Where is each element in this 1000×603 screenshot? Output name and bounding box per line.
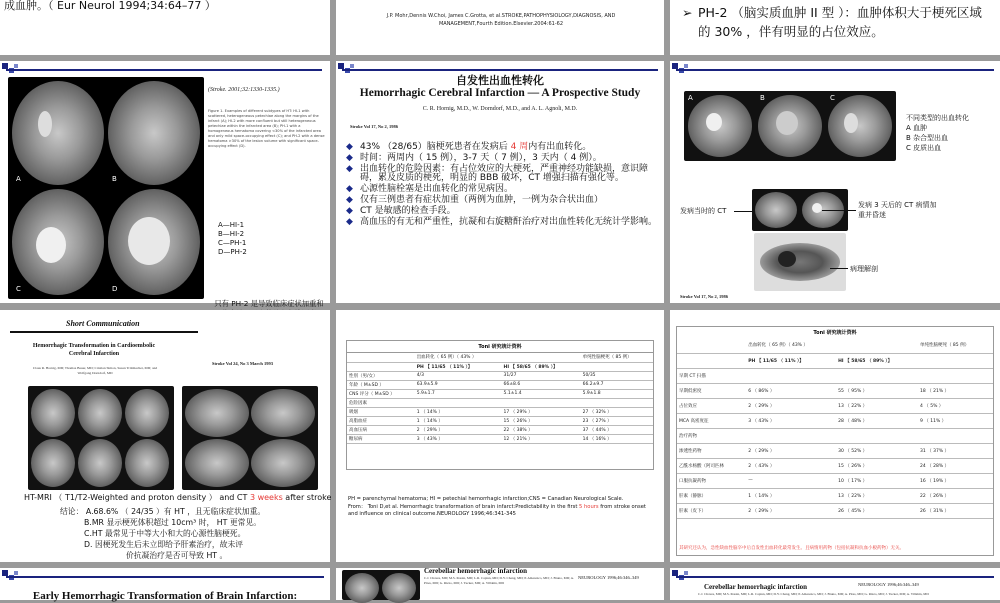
ct-scan-image [8, 77, 204, 299]
legend-title: 不同类型的出血转化 [906, 114, 969, 122]
paper-authors: Claus R. Hornig, MD; Thomas Bauer, MD; Cristian Simon, Susan Trittmacher, MD; and Wolfgang Dorndorf, MD [32, 366, 158, 375]
table-cell: 渗透性药物 [677, 443, 746, 458]
table-cell: 22 （ 26% ） [918, 488, 993, 503]
bullet-icon: ◆ [346, 164, 353, 174]
table-cell: MCA 高密度征 [677, 413, 746, 428]
table-cell: 1 （ 14% ） [746, 488, 836, 503]
legend-item: A 血肿 [906, 124, 928, 132]
bullet-icon: ◆ [346, 142, 353, 152]
table-row [347, 380, 653, 389]
table-cell [347, 362, 415, 371]
slide-thumbnail[interactable] [0, 61, 330, 308]
table-header-row [677, 353, 993, 368]
mri-scan-image [342, 570, 420, 600]
slide-text: 成血肿。（ Eur Neurol 1994;34:64–77 ） [4, 0, 216, 12]
annotation-label: 发病 3 天后的 CT 病情加重并昏迷 [858, 201, 937, 219]
journal-citation: Stroke Vol 17, No 2, 1986 [680, 294, 729, 299]
table-cell: 13 （ 22% ） [836, 488, 918, 503]
table-row [677, 428, 993, 443]
table-cell: 肝素（皮下） [677, 503, 746, 518]
table-cell: 31 （ 37% ） [918, 443, 993, 458]
table-row [347, 425, 653, 434]
panel-label: D [112, 285, 118, 293]
conclusion-line: 价抗凝治疗是否可导致 HT 。 [126, 551, 228, 560]
legend-item: B—HI-2 [218, 230, 245, 238]
conclusion-line: D. 因梗死发生后未立即给予肝素治疗，故未评 [84, 540, 244, 549]
table-cell: 27 （ 32% ） [581, 407, 653, 416]
table-header-row [347, 362, 653, 371]
table-cell [836, 338, 918, 353]
table-cell: 高脂血症 [347, 416, 415, 425]
table-cell [677, 353, 746, 368]
conclusion-line: C.HT 最常见于中等大小和大的心源性脑梗死。 [84, 529, 246, 538]
table-cell: CNS 评分（ M±SD ） [347, 389, 415, 398]
slide-thumbnail[interactable] [0, 568, 330, 600]
table-row [347, 389, 653, 398]
table-cell: 37 （ 44% ） [581, 425, 653, 434]
table-cell: 28 （ 48% ） [836, 413, 918, 428]
stats-table [347, 353, 653, 444]
journal-citation: Stroke Vol 24, No 3 March 1993 [212, 361, 273, 366]
table-cell: 2 （ 29% ） [746, 503, 836, 518]
table-cell: 24 （ 28% ） [918, 458, 993, 473]
table-row [677, 503, 993, 518]
table-row [677, 368, 993, 383]
conclusion-line: B.MR 显示梗死体积超过 10cm³ 时， HT 更常见。 [84, 518, 262, 527]
table-cell: 14 （ 16% ） [581, 434, 653, 443]
table-cell: HI 【 58/65 （ 89% ）】 [502, 362, 581, 371]
slide-thumbnail[interactable] [670, 310, 1000, 562]
table-cell: 治疗药物 [677, 428, 746, 443]
table-cell: 早期 CT 扫描 [677, 368, 746, 383]
table-cell: 出血转化（ 65 例）（ 43% ） [415, 353, 502, 362]
panel-label: C [830, 94, 835, 102]
table-cell: 16 （ 19% ） [918, 473, 993, 488]
figure-caption: HT-MRI （ T1/T2-Weighted and proton density ） and CT [24, 493, 250, 502]
table-cell: 66±8.6 [502, 380, 581, 389]
table-cell: 55 （ 95% ） [836, 383, 918, 398]
paper-title: Cerebellar hemorrhagic infarction [704, 583, 808, 591]
table-cell: 18 （ 21% ） [918, 383, 993, 398]
table-cell: 2 （ 29% ） [746, 443, 836, 458]
table-cell: 糖尿病 [347, 434, 415, 443]
table-cell: 26 （ 31% ） [918, 503, 993, 518]
table-cell: 6 （ 86% ） [746, 383, 836, 398]
table-cell: 63.9±5.9 [415, 380, 502, 389]
mri-scan-image [28, 386, 174, 490]
slide-thumbnail[interactable] [670, 61, 1000, 303]
panel-label: A [688, 94, 693, 102]
table-row [677, 458, 993, 473]
table-title: Toni 研究统计资料 [347, 341, 653, 353]
table-header-row [677, 338, 993, 353]
table-cell [677, 338, 746, 353]
ct-scan-image [754, 233, 846, 291]
table-cell [918, 353, 993, 368]
figure-caption: Figure 1. Examples of different subtypes of HT: HI-1 with scattered, heterogeneous petechiae along the margins of the infarct (A); HI-2 with more confluent but still heterogeneous petechiae within the infarcted area (B); PH-1 with a homogeneous hematoma covering <30% of the infarcted area and only mild space-occupying effect (C); and PH-2 with a dense hematoma >30% of the lesion volume with significant space-occupying effect (D). [208, 109, 325, 148]
legend-item: B 杂合型出血 [906, 134, 949, 142]
arrow-bullet-icon: ➢ [682, 5, 693, 20]
annotation-label: 病理解剖 [850, 265, 878, 273]
table-row [347, 407, 653, 416]
table-note: PH = parenchymal hematoma; HI = petechial hemorrhagic infarction;CNS = Canadian Neurological Scale. [348, 496, 624, 502]
table-cell: 4/3 [415, 371, 502, 380]
stats-table [677, 338, 993, 519]
journal-citation: (Stroke. 2001;32:1330-1335.) [208, 87, 280, 93]
table-row [677, 413, 993, 428]
slide-thumbnail[interactable] [336, 568, 664, 600]
table-cell: 3 （ 43% ） [415, 434, 502, 443]
paper-authors: C. R. Hornig, M.D., W. Dorndorf, M.D., and A. L. Agnoli, M.D. [422, 106, 578, 112]
panel-label: B [760, 94, 765, 102]
table-cell: 9 （ 11% ） [918, 413, 993, 428]
table-cell: 26 （ 45% ） [836, 503, 918, 518]
table-cell: 17 （ 29% ） [502, 407, 581, 416]
table-cell: 5.9±1.7 [415, 389, 502, 398]
table-cell: 15 （ 26% ） [836, 458, 918, 473]
table-cell: 66.2±9.7 [581, 380, 653, 389]
table-cell [581, 398, 653, 407]
slide-note: 只有 PH-2 是导致临床症状加重和 [214, 299, 324, 308]
table-cell: 23 （ 27% ） [581, 416, 653, 425]
table-row [677, 383, 993, 398]
slide-text: PH-2 （脑实质血肿 II 型 ）：血肿体积大于梗死区域的 30% ，伴有明显的占位效应。 [698, 5, 982, 39]
journal-citation: Stroke Vol 17, No 2, 1986 [350, 124, 399, 129]
table-header-row [347, 353, 653, 362]
table-cell: 12 （ 21% ） [502, 434, 581, 443]
panel-label: B [112, 175, 117, 183]
table-cell [918, 368, 993, 383]
table-cell: 2 （ 43% ） [746, 458, 836, 473]
table-cell: PH 【 11/65 （ 11% ）】 [746, 353, 836, 368]
table-cell [502, 398, 581, 407]
panel-label: A [16, 175, 21, 183]
bullet-icon: ◆ [346, 195, 353, 205]
table-cell: 占位效应 [677, 398, 746, 413]
table-cell: 年龄（ M±SD ） [347, 380, 415, 389]
slide-thumbnail[interactable] [336, 0, 664, 55]
table-cell: 5.1±1.4 [502, 389, 581, 398]
table-cell: 2 （ 29% ） [415, 425, 502, 434]
table-row [347, 398, 653, 407]
table-cell: 1 （ 14% ） [415, 416, 502, 425]
table-cell [746, 428, 836, 443]
table-cell [836, 368, 918, 383]
table-cell: 单纯性脑梗死（ 85 例） [581, 353, 653, 362]
table-cell [502, 353, 581, 362]
table-cell: 3 （ 43% ） [746, 413, 836, 428]
paper-title: Early Hemorrhagic Transformation of Brain Infarction: [32, 590, 298, 602]
slide-thumbnail[interactable] [670, 0, 1000, 55]
paper-authors: C.J. Chaves, MD; M.S. Pessin, MD; L.R. Caplan, MD; D.Y. Chang, MD; P. Amarenco, MD; J. Bruno, MD; A. Pires, MD; G. Rizzo, MD; J. Tucker, MD; A. Villahin, MD [424, 576, 574, 585]
table-row [677, 488, 993, 503]
ct-scan-image [684, 91, 896, 161]
slide-thumbnail[interactable] [0, 0, 330, 55]
table-row [347, 371, 653, 380]
table-row [347, 416, 653, 425]
legend-item: A—HI-1 [218, 221, 245, 229]
table-cell: 吸烟 [347, 407, 415, 416]
table-cell [347, 353, 415, 362]
table-cell: 22 （ 38% ） [502, 425, 581, 434]
journal-citation: NEUROLOGY 1996;46:346–349 [858, 582, 919, 587]
legend-item: D—PH-2 [218, 248, 247, 256]
journal-citation: NEUROLOGY 1996;46:346–349 [578, 575, 639, 580]
table-row [347, 434, 653, 443]
slide-thumbnail[interactable]: 自发性出血性转化 Hemorrhagic Cerebral Infarction — A Prospective Study C. R. Hornig, M.D., W. Dorndorf, M.D., and A. L. Agnoli, M.D. Stroke Vol 17, No 2, 1986 ◆ 43% （28/65）脑梗死患者在发病后 4 周内有出血转化。 ◆ 时间：两周内（ 15 例），3-7 天（ 7 例），3 天内（ 4 例）。 ◆ 出血转化的危险因素：有占位效应的大梗死，严重神经功能缺损，意识障碍，累及皮质的梗死，明显的 BBB 破坏，CT 增强扫描有强化等。 ◆ 心源性脑栓塞是出血转化的常见病因。 ◆ 仅有三例患者有症状加重（两例为血肿，一例为杂合状出血） ◆ CT 是敏感的检查手段。 ◆ 高血压的有无和严重性，抗凝和右旋糖酐治疗对出血性转化无统计学影响。 [336, 61, 664, 303]
paper-authors: C.J. Chaves, MD; M.S. Pessin, MD; L.R. Caplan, MD; D.Y. Chang, MD; P. Amarenco, MD; J. Bruno, MD; A. Pires, MD; G. Rizzo, MD; J. Tucker, MD; A. Villahin, MD [698, 592, 929, 596]
bullet-icon: ◆ [346, 153, 353, 163]
bullet-icon: ◆ [346, 217, 353, 227]
table-cell: HI 【 58/65 （ 89% ）】 [836, 353, 918, 368]
table-cell [581, 362, 653, 371]
table-cell [415, 398, 502, 407]
ct-scan-image [182, 386, 318, 490]
table-cell [918, 428, 993, 443]
bullet-icon: ◆ [346, 184, 353, 194]
table-cell: 危险因素 [347, 398, 415, 407]
slide-heading: Short Communication [66, 319, 140, 328]
table-cell [746, 368, 836, 383]
table-cell: 15 （ 26% ） [502, 416, 581, 425]
slide-thumbnail[interactable] [670, 568, 1000, 600]
panel-label: C [16, 285, 21, 293]
table-cell: 高血压病 [347, 425, 415, 434]
table-cell: 10 （ 17% ） [836, 473, 918, 488]
paper-title: Cerebellar hemorrhagic infarction [424, 567, 528, 575]
table-cell: 1 （ 14% ） [415, 407, 502, 416]
table-cell: 4 （ 5% ） [918, 398, 993, 413]
conclusion-line: 结论： A.68.6% （ 24/35 ）有 HT ，且无临床症状加重。 [60, 507, 266, 516]
table-cell: 早期低密度 [677, 383, 746, 398]
table-cell: 31/27 [502, 371, 581, 380]
table-cell: 2 （ 29% ） [746, 398, 836, 413]
paper-title: Hemorrhagic Cerebral Infarction — A Prospective Study [359, 87, 641, 99]
table-row [677, 443, 993, 458]
table-cell: 单纯性脑梗死（ 85 例） [918, 338, 993, 353]
annotation-label: 发病当时的 CT [680, 207, 727, 215]
table-cell: 肝素（静脉） [677, 488, 746, 503]
table-cell: 乙酰水杨酸（阿司匹林 [677, 458, 746, 473]
legend-item: C—PH-1 [218, 239, 247, 247]
table-cell: 13 （ 22% ） [836, 398, 918, 413]
table-cell: PH 【 11/65 （ 11% ）】 [415, 362, 502, 371]
table-cell: 出血转化（ 65 例）（ 43% ） [746, 338, 836, 353]
table-title: Toni 研究统计资料 [813, 330, 857, 336]
slide-thumbnail[interactable]: Short Communication Hemorrhagic Transformation in Cardioembolic Cerebral Infarction Claus R. Hornig, MD; Thomas Bauer, MD; Cristian Simon, Susan Trittmacher, MD; and Wolfgang Dorndorf, MD Stroke Vol 24, No 3 March 1993 HT-MRI （ T1/T2-Weighted and proton density ） and CT 3 weeks after stroke 结论： A.68.6% （ 24/35 ）有 HT ，且无临床症状加重。 B.MR 显示梗死体积超过 10cm³ 时， HT 更常见。 C.HT 最常见于中等大小和大的心源性脑梗死。 D. 因梗死发生后未立即给予肝素治疗，故未评 价抗凝治疗是否可导致 HT 。 [0, 310, 330, 562]
table-cell: 5.9±1.8 [581, 389, 653, 398]
table-row [677, 398, 993, 413]
table-row [677, 473, 993, 488]
legend-item: C 皮质出血 [906, 144, 942, 152]
table-cell: 性别（男/女） [347, 371, 415, 380]
table-cell [836, 428, 918, 443]
table-note: 其研究还认为，急性缺血性脑卒中后自发性出血转化最常发生。且病情用药物（包括抗凝和抗血小板药物）无关。 [679, 546, 904, 551]
slide-thumbnail[interactable]: Toni 研究统计资料 出血转化（ 65 例）（ 43% ） 单纯性脑梗死（ 85 例） PH 【 11/65 （ 11% ）】 HI 【 58/65 （ 89% ）】 性别（男/女） 4/3 31/27 50/35 年龄（ M±SD ） 63.9±5.9 66±8.6 66.2±9.7 CNS 评分（ M±SD ） 5.9±1.7 5.1±1.4 5.9±1.8 危险因素 吸烟 1 （ 14% ） 17 （ 29% ） 27 （ 32% ） 高脂血症 1 （ 14% ） 15 （ 26% ） 23 （ 27% ） 高血压病 2 （ 29% ） 22 （ 38% ） 37 （ 44% ） 糖尿病 3 （ 43% ） 12 （ 21% ） 14 （ 16% ） PH = parenchymal hematoma; HI = petechial hemorrhagic infarction;CNS = Canadian Neurological Scale. From： Toni D,et al. Hemorrhagic transformation of brain infarct:Predictability in the first 5 hours from stroke onset and influence on clinical outcome.NEUROLOGY 1996;46:341-345 [336, 310, 664, 562]
table-cell: 口服抗凝药物 [677, 473, 746, 488]
bullet-icon: ◆ [346, 206, 353, 216]
table-cell: 30 （ 52% ） [836, 443, 918, 458]
table-cell: 50/35 [581, 371, 653, 380]
paper-title: Hemorrhagic Transformation in Cardioembolic Cerebral Infarction [32, 343, 156, 357]
table-cell: — [746, 473, 836, 488]
slide-title: 自发性出血性转化 [456, 74, 544, 87]
slide-citation: J.P. Mohr,Dennis W.Choi, James C.Grotta, et al.STROKE,PATHOPHYSIOLOGY,DIAGNOSIS, AND MANAGEMENT,Fourth Edition.Elsevier.2004:61-62 [386, 13, 616, 27]
